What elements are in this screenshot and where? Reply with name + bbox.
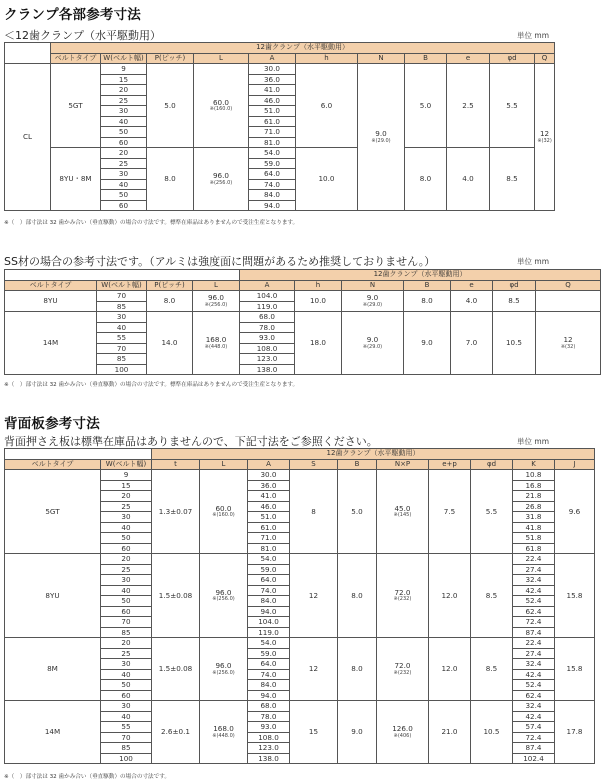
s-value: 12 <box>290 638 338 701</box>
b-value: 5.0 <box>338 470 377 554</box>
b-value: 8.0 <box>338 554 377 638</box>
ep-value: 12.0 <box>429 638 471 701</box>
belt-width: 50 <box>101 533 152 544</box>
n-value: 9.0 ※(29.0) <box>342 291 404 312</box>
a-value: 84.0 <box>248 680 290 691</box>
belt-width: 40 <box>101 116 147 127</box>
k-value: 61.8 <box>513 543 555 554</box>
belt-width: 25 <box>101 648 152 659</box>
b-value: 9.0 <box>338 701 377 764</box>
belt-width: 40 <box>101 669 152 680</box>
a-value: 36.0 <box>249 74 296 85</box>
column-header: A <box>249 53 296 64</box>
e-value: 4.0 <box>451 291 493 312</box>
a-value: 84.0 <box>249 190 296 201</box>
column-header: φd <box>490 53 535 64</box>
column-header: L <box>193 280 240 291</box>
a-value: 84.0 <box>248 596 290 607</box>
a-value: 119.0 <box>248 627 290 638</box>
nxp-value-sub: ※(232) <box>393 596 412 603</box>
b-value: 8.0 <box>405 148 447 211</box>
q-value: 12 ※(32) <box>535 64 555 211</box>
column-header: ベルトタイプ <box>5 280 97 291</box>
a-value: 74.0 <box>249 179 296 190</box>
l-value: 60.0 ※(160.0) <box>200 470 248 554</box>
a-value: 54.0 <box>249 148 296 159</box>
k-value: 72.4 <box>513 617 555 628</box>
a-value: 68.0 <box>240 312 295 323</box>
belt-width: 20 <box>101 554 152 565</box>
column-header: e+p <box>429 459 471 470</box>
e-value: 7.0 <box>451 312 493 375</box>
d-value: 10.5 <box>471 701 513 764</box>
column-header: Q <box>536 280 601 291</box>
a-value: 94.0 <box>249 200 296 211</box>
k-value: 27.4 <box>513 648 555 659</box>
l-value: 168.0 ※(448.0) <box>193 312 240 375</box>
k-value: 10.8 <box>513 470 555 481</box>
belt-width: 70 <box>97 291 147 302</box>
t-value: 2.6±0.1 <box>152 701 200 764</box>
belt-width: 100 <box>101 753 152 764</box>
column-header: B <box>338 459 377 470</box>
k-value: 72.4 <box>513 732 555 743</box>
k-value: 57.4 <box>513 722 555 733</box>
a-value: 74.0 <box>248 585 290 596</box>
q-value-sub: ※(32) <box>560 343 576 350</box>
column-header: P(ピッチ) <box>147 53 194 64</box>
group-header: 12歯クランプ（水平駆動用） <box>240 270 601 281</box>
k-value: 22.4 <box>513 638 555 649</box>
belt-width: 60 <box>101 200 147 211</box>
column-header: ベルトタイプ <box>5 459 101 470</box>
belt-width: 85 <box>97 301 147 312</box>
section3-unit: 単位 mm <box>517 437 549 446</box>
column-header: h <box>295 280 342 291</box>
nxp-value: 72.0 ※(232) <box>377 554 429 638</box>
k-value: 62.4 <box>513 606 555 617</box>
group-header: 12歯クランプ（水平駆動用） <box>51 43 555 54</box>
k-value: 21.8 <box>513 491 555 502</box>
corner-blank <box>5 270 240 281</box>
section3-title: 背面板参考寸法 <box>4 416 100 432</box>
b-value: 8.0 <box>338 638 377 701</box>
l-value-sub: ※(448.0) <box>204 343 228 350</box>
column-header: ベルトタイプ <box>51 53 101 64</box>
group-header: 12歯クランプ（水平駆動用） <box>152 449 595 460</box>
k-value: 32.4 <box>513 659 555 670</box>
column-header: W(ベルト幅) <box>101 53 147 64</box>
belt-width: 15 <box>101 480 152 491</box>
b-value: 5.0 <box>405 64 447 148</box>
belt-width: 40 <box>101 585 152 596</box>
t-value: 1.5±0.08 <box>152 638 200 701</box>
h-value: 18.0 <box>295 312 342 375</box>
a-value: 54.0 <box>248 554 290 565</box>
belt-width: 9 <box>101 64 147 75</box>
d-value: 10.5 <box>493 312 536 375</box>
a-value: 81.0 <box>248 543 290 554</box>
k-value: 16.8 <box>513 480 555 491</box>
a-value: 71.0 <box>248 533 290 544</box>
k-value: 22.4 <box>513 554 555 565</box>
a-value: 64.0 <box>249 169 296 180</box>
column-header: W(ベルト幅) <box>101 459 152 470</box>
d-value: 8.5 <box>493 291 536 312</box>
a-value: 119.0 <box>240 301 295 312</box>
belt-width: 20 <box>101 491 152 502</box>
n-value: 9.0 ※(29.0) <box>342 312 404 375</box>
pitch-value: 5.0 <box>147 64 194 148</box>
belt-width: 60 <box>101 606 152 617</box>
k-value: 31.8 <box>513 512 555 523</box>
belt-width: 50 <box>101 190 147 201</box>
belt-type: 5GT <box>5 470 101 554</box>
cl-label: CL <box>5 64 51 211</box>
column-header: W(ベルト幅) <box>97 280 147 291</box>
b-value: 9.0 <box>404 312 451 375</box>
a-value: 30.0 <box>248 470 290 481</box>
a-value: 81.0 <box>249 137 296 148</box>
a-value: 36.0 <box>248 480 290 491</box>
a-value: 108.0 <box>248 732 290 743</box>
j-value: 17.8 <box>555 701 595 764</box>
column-header: t <box>152 459 200 470</box>
belt-width: 20 <box>101 638 152 649</box>
k-value: 87.4 <box>513 743 555 754</box>
belt-width: 20 <box>101 85 147 96</box>
corner-blank <box>5 449 152 460</box>
column-header: L <box>194 53 249 64</box>
belt-width: 30 <box>101 659 152 670</box>
a-value: 59.0 <box>248 564 290 575</box>
l-value: 60.0 ※(160.0) <box>194 64 249 148</box>
section1-note: ※（ ）部寸法は 32 歯かみ合い（垂直駆動）の場合の寸法です。標準在庫品はありませんので受注生産となります。 <box>4 220 299 226</box>
a-value: 61.0 <box>248 522 290 533</box>
belt-width: 25 <box>101 158 147 169</box>
ep-value: 21.0 <box>429 701 471 764</box>
l-value: 96.0 ※(256.0) <box>200 554 248 638</box>
belt-width: 40 <box>101 711 152 722</box>
a-value: 78.0 <box>240 322 295 333</box>
n-value-sub: ※(29.0) <box>362 343 383 350</box>
t-value: 1.5±0.08 <box>152 554 200 638</box>
a-value: 41.0 <box>249 85 296 96</box>
pitch-value: 8.0 <box>147 148 194 211</box>
column-header: P(ピッチ) <box>147 280 193 291</box>
section1-unit: 単位 mm <box>517 31 549 40</box>
t-value: 1.3±0.07 <box>152 470 200 554</box>
belt-type: 8YU・8M <box>51 148 101 211</box>
column-header: φd <box>471 459 513 470</box>
k-value: 32.4 <box>513 575 555 586</box>
belt-width: 70 <box>97 343 147 354</box>
column-header: J <box>555 459 595 470</box>
nxp-value-sub: ※(406) <box>393 732 412 739</box>
belt-width: 50 <box>101 596 152 607</box>
l-value: 96.0 ※(256.0) <box>194 148 249 211</box>
k-value: 51.8 <box>513 533 555 544</box>
k-value: 41.8 <box>513 522 555 533</box>
belt-width: 20 <box>101 148 147 159</box>
a-value: 54.0 <box>248 638 290 649</box>
column-header: φd <box>493 280 536 291</box>
belt-width: 70 <box>101 617 152 628</box>
a-value: 64.0 <box>248 659 290 670</box>
k-value: 27.4 <box>513 564 555 575</box>
section2-note: ※（ ）部寸法は 32 歯かみ合い（垂直駆動）の場合の寸法です。標準在庫品はありませんので受注生産となります。 <box>4 382 299 388</box>
belt-width: 25 <box>101 564 152 575</box>
belt-type: 8YU <box>5 291 97 312</box>
k-value: 32.4 <box>513 701 555 712</box>
column-header: A <box>240 280 295 291</box>
k-value: 52.4 <box>513 596 555 607</box>
d-value: 8.5 <box>471 638 513 701</box>
belt-width: 50 <box>101 680 152 691</box>
l-value: 168.0 ※(448.0) <box>200 701 248 764</box>
belt-width: 30 <box>101 106 147 117</box>
k-value: 42.4 <box>513 669 555 680</box>
a-value: 59.0 <box>248 648 290 659</box>
a-value: 71.0 <box>249 127 296 138</box>
s-value: 8 <box>290 470 338 554</box>
clamp-table-12-teeth <box>4 42 555 211</box>
column-header: S <box>290 459 338 470</box>
k-value: 62.4 <box>513 690 555 701</box>
a-value: 51.0 <box>248 512 290 523</box>
section3-subtitle: 背面押さえ板は標準在庫品はありませんので、下記寸法をご参照ください。 <box>4 435 378 448</box>
belt-width: 25 <box>101 501 152 512</box>
belt-width: 40 <box>97 322 147 333</box>
l-value-sub: ※(256.0) <box>209 179 233 186</box>
l-value-sub: ※(256.0) <box>212 596 235 603</box>
k-value: 42.4 <box>513 585 555 596</box>
l-value-sub: ※(256.0) <box>204 301 228 308</box>
a-value: 64.0 <box>248 575 290 586</box>
a-value: 94.0 <box>248 690 290 701</box>
a-value: 108.0 <box>240 343 295 354</box>
a-value: 104.0 <box>248 617 290 628</box>
section3-note: ※（ ）部寸法は 32 歯かみ合い（垂直駆動）の場合の寸法です。 <box>4 774 170 780</box>
k-value: 102.4 <box>513 753 555 764</box>
section2-unit: 単位 mm <box>517 257 549 266</box>
belt-width: 30 <box>101 575 152 586</box>
l-value: 96.0 ※(256.0) <box>193 291 240 312</box>
l-value-sub: ※(160.0) <box>212 512 235 519</box>
column-header: e <box>447 53 490 64</box>
a-value: 138.0 <box>240 364 295 375</box>
belt-width: 40 <box>101 522 152 533</box>
a-value: 61.0 <box>249 116 296 127</box>
pitch-value: 14.0 <box>147 312 193 375</box>
d-value: 8.5 <box>490 148 535 211</box>
d-value: 5.5 <box>490 64 535 148</box>
nxp-value-sub: ※(232) <box>393 669 412 676</box>
a-value: 46.0 <box>249 95 296 106</box>
column-header: A <box>248 459 290 470</box>
belt-type: 5GT <box>51 64 101 148</box>
column-header: K <box>513 459 555 470</box>
d-value: 8.5 <box>471 554 513 638</box>
belt-width: 70 <box>101 732 152 743</box>
belt-type: 14M <box>5 312 97 375</box>
a-value: 123.0 <box>248 743 290 754</box>
belt-width: 25 <box>101 95 147 106</box>
belt-type: 8YU <box>5 554 101 638</box>
belt-width: 30 <box>101 512 152 523</box>
s-value: 12 <box>290 554 338 638</box>
belt-width: 30 <box>101 169 147 180</box>
j-value: 15.8 <box>555 638 595 701</box>
section1-subtitle: ＜12歯クランプ（水平駆動用） <box>4 29 161 42</box>
a-value: 93.0 <box>248 722 290 733</box>
n-value-sub: ※(29.0) <box>371 137 391 144</box>
column-header: B <box>404 280 451 291</box>
l-value-sub: ※(448.0) <box>212 732 235 739</box>
k-value: 87.4 <box>513 627 555 638</box>
belt-width: 30 <box>97 312 147 323</box>
a-value: 123.0 <box>240 354 295 365</box>
ep-value: 12.0 <box>429 554 471 638</box>
belt-width: 100 <box>97 364 147 375</box>
belt-width: 50 <box>101 127 147 138</box>
ep-value: 7.5 <box>429 470 471 554</box>
belt-width: 60 <box>101 543 152 554</box>
column-header: N <box>358 53 405 64</box>
h-value: 6.0 <box>296 64 358 148</box>
e-value: 2.5 <box>447 64 490 148</box>
a-value: 78.0 <box>248 711 290 722</box>
a-value: 74.0 <box>248 669 290 680</box>
k-value: 26.8 <box>513 501 555 512</box>
e-value: 4.0 <box>447 148 490 211</box>
q-top-blank <box>536 291 601 312</box>
a-value: 93.0 <box>240 333 295 344</box>
column-header: Q <box>535 53 555 64</box>
s-value: 15 <box>290 701 338 764</box>
q-value-sub: ※(32) <box>537 137 552 144</box>
nxp-value-sub: ※(145) <box>393 512 412 519</box>
k-value: 42.4 <box>513 711 555 722</box>
belt-width: 60 <box>101 137 147 148</box>
pitch-value: 8.0 <box>147 291 193 312</box>
belt-width: 85 <box>97 354 147 365</box>
column-header: N×P <box>377 459 429 470</box>
column-header: e <box>451 280 493 291</box>
j-value: 9.6 <box>555 470 595 554</box>
j-value: 15.8 <box>555 554 595 638</box>
n-value: 9.0 ※(29.0) <box>358 64 405 211</box>
corner-blank <box>5 43 51 64</box>
a-value: 104.0 <box>240 291 295 302</box>
back-plate-table <box>4 448 595 764</box>
belt-width: 60 <box>101 690 152 701</box>
belt-type: 8M <box>5 638 101 701</box>
belt-width: 30 <box>101 701 152 712</box>
page-title: クランプ各部参考寸法 <box>4 7 141 23</box>
column-header: L <box>200 459 248 470</box>
a-value: 46.0 <box>248 501 290 512</box>
h-value: 10.0 <box>296 148 358 211</box>
belt-type: 14M <box>5 701 101 764</box>
column-header: B <box>405 53 447 64</box>
a-value: 59.0 <box>249 158 296 169</box>
h-value: 10.0 <box>295 291 342 312</box>
belt-width: 55 <box>97 333 147 344</box>
l-value: 96.0 ※(256.0) <box>200 638 248 701</box>
belt-width: 55 <box>101 722 152 733</box>
l-value-sub: ※(256.0) <box>212 669 235 676</box>
belt-width: 85 <box>101 743 152 754</box>
belt-width: 85 <box>101 627 152 638</box>
d-value: 5.5 <box>471 470 513 554</box>
clamp-table-ss <box>4 269 601 375</box>
k-value: 52.4 <box>513 680 555 691</box>
column-header: h <box>296 53 358 64</box>
belt-width: 15 <box>101 74 147 85</box>
belt-width: 9 <box>101 470 152 481</box>
nxp-value: 72.0 ※(232) <box>377 638 429 701</box>
a-value: 94.0 <box>248 606 290 617</box>
a-value: 51.0 <box>249 106 296 117</box>
l-value-sub: ※(160.0) <box>209 106 233 113</box>
section2-subtitle: SS材の場合の参考寸法です。（アルミは強度面に問題があるため推奨しておりません。） <box>4 255 436 268</box>
b-value: 8.0 <box>404 291 451 312</box>
q-value: 12 ※(32) <box>536 312 601 375</box>
a-value: 30.0 <box>249 64 296 75</box>
n-value-sub: ※(29.0) <box>362 301 383 308</box>
nxp-value: 126.0 ※(406) <box>377 701 429 764</box>
nxp-value: 45.0 ※(145) <box>377 470 429 554</box>
a-value: 138.0 <box>248 753 290 764</box>
belt-width: 40 <box>101 179 147 190</box>
a-value: 41.0 <box>248 491 290 502</box>
column-header: N <box>342 280 404 291</box>
a-value: 68.0 <box>248 701 290 712</box>
